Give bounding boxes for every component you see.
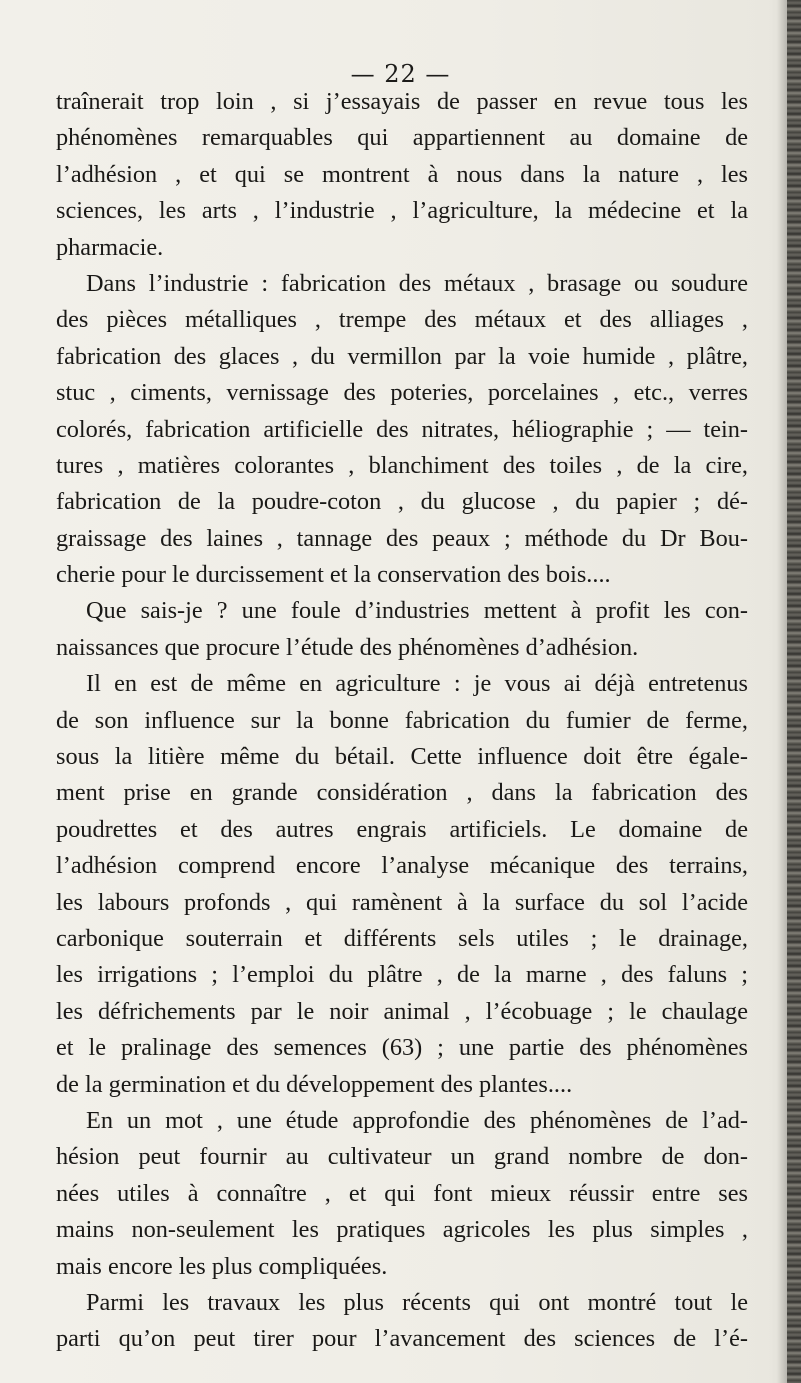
text-line: poudrettes et des autres engrais artificiels. Le domaine de (56, 815, 748, 843)
text-line: naissances que procure l’étude des phénomènes d’adhésion. (56, 633, 639, 661)
text-line: fabrication de la poudre-coton , du glucose , du papier ; dé- (56, 488, 748, 516)
text-line: ment prise en grande considération , dans la fabrication des (56, 779, 748, 807)
text-line: Dans l’industrie : fabrication des métaux , brasage ou soudure (86, 269, 748, 297)
text-line: traînerait trop loin , si j’essayais de passer en revue tous les (56, 88, 748, 115)
text-line: de son influence sur la bonne fabrication du fumier de ferme, (56, 706, 748, 734)
text-line: les défrichements par le noir animal , l’écobuage ; le chaulage (56, 997, 748, 1025)
text-line: hésion peut fournir au cultivateur un grand nombre de don- (56, 1143, 748, 1171)
text-line: graissage des laines , tannage des peaux ; méthode du Dr Bou- (56, 524, 748, 552)
text-line: de la germination et du développement des plantes.... (56, 1070, 573, 1098)
text-line: mais encore les plus compliquées. (56, 1252, 388, 1280)
text-line: et le pralinage des semences (63) ; une partie des phénomènes (56, 1034, 748, 1062)
text-line: des pièces métalliques , trempe des métaux et des alliages , (56, 306, 748, 334)
text-line: les labours profonds , qui ramènent à la surface du sol l’acide (56, 888, 748, 916)
text-line: carbonique souterrain et différents sels utiles ; le drainage, (56, 924, 748, 952)
text-line: sous la litière même du bétail. Cette influence doit être égale- (56, 743, 748, 771)
text-line: En un mot , une étude approfondie des phénomènes de l’ad- (86, 1106, 748, 1134)
page-number: — 22 — (350, 60, 451, 88)
text-line: phénomènes remarquables qui appartiennent au domaine de (56, 124, 748, 152)
text-line: l’adhésion , et qui se montrent à nous dans la nature , les (56, 160, 748, 188)
text-line: nées utiles à connaître , et qui font mieux réussir entre ses (56, 1179, 748, 1207)
text-line: cherie pour le durcissement et la conservation des bois.... (56, 561, 611, 589)
text-line: pharmacie. (56, 233, 164, 261)
page-gutter-shadow (777, 0, 787, 1383)
text-line: les irrigations ; l’emploi du plâtre , de la marne , des faluns ; (56, 961, 748, 989)
text-line: l’adhésion comprend encore l’analyse mécanique des terrains, (56, 852, 748, 880)
text-line: stuc , ciments, vernissage des poteries, porcelaines , etc., verres (56, 379, 748, 407)
text-line: Parmi les travaux les plus récents qui ont montré tout le (86, 1288, 748, 1316)
text-line: mains non-seulement les pratiques agricoles les plus simples , (56, 1216, 748, 1244)
text-line: sciences, les arts , l’industrie , l’agriculture, la médecine et la (56, 197, 748, 225)
text-line: parti qu’on peut tirer pour l’avancement des sciences de l’é- (56, 1325, 748, 1353)
text-line: Il en est de même en agriculture : je vous ai déjà entretenus (86, 670, 748, 698)
body-text (56, 84, 748, 1358)
text-line: tures , matières colorantes , blanchiment des toiles , de la cire, (56, 451, 748, 479)
text-line: Que sais-je ? une foule d’industries mettent à profit les con- (86, 597, 748, 625)
text-line: fabrication des glaces , du vermillon par la voie humide , plâtre, (56, 342, 748, 370)
text-line: colorés, fabrication artificielle des nitrates, héliographie ; — tein- (56, 415, 748, 443)
page-edge (787, 0, 801, 1383)
